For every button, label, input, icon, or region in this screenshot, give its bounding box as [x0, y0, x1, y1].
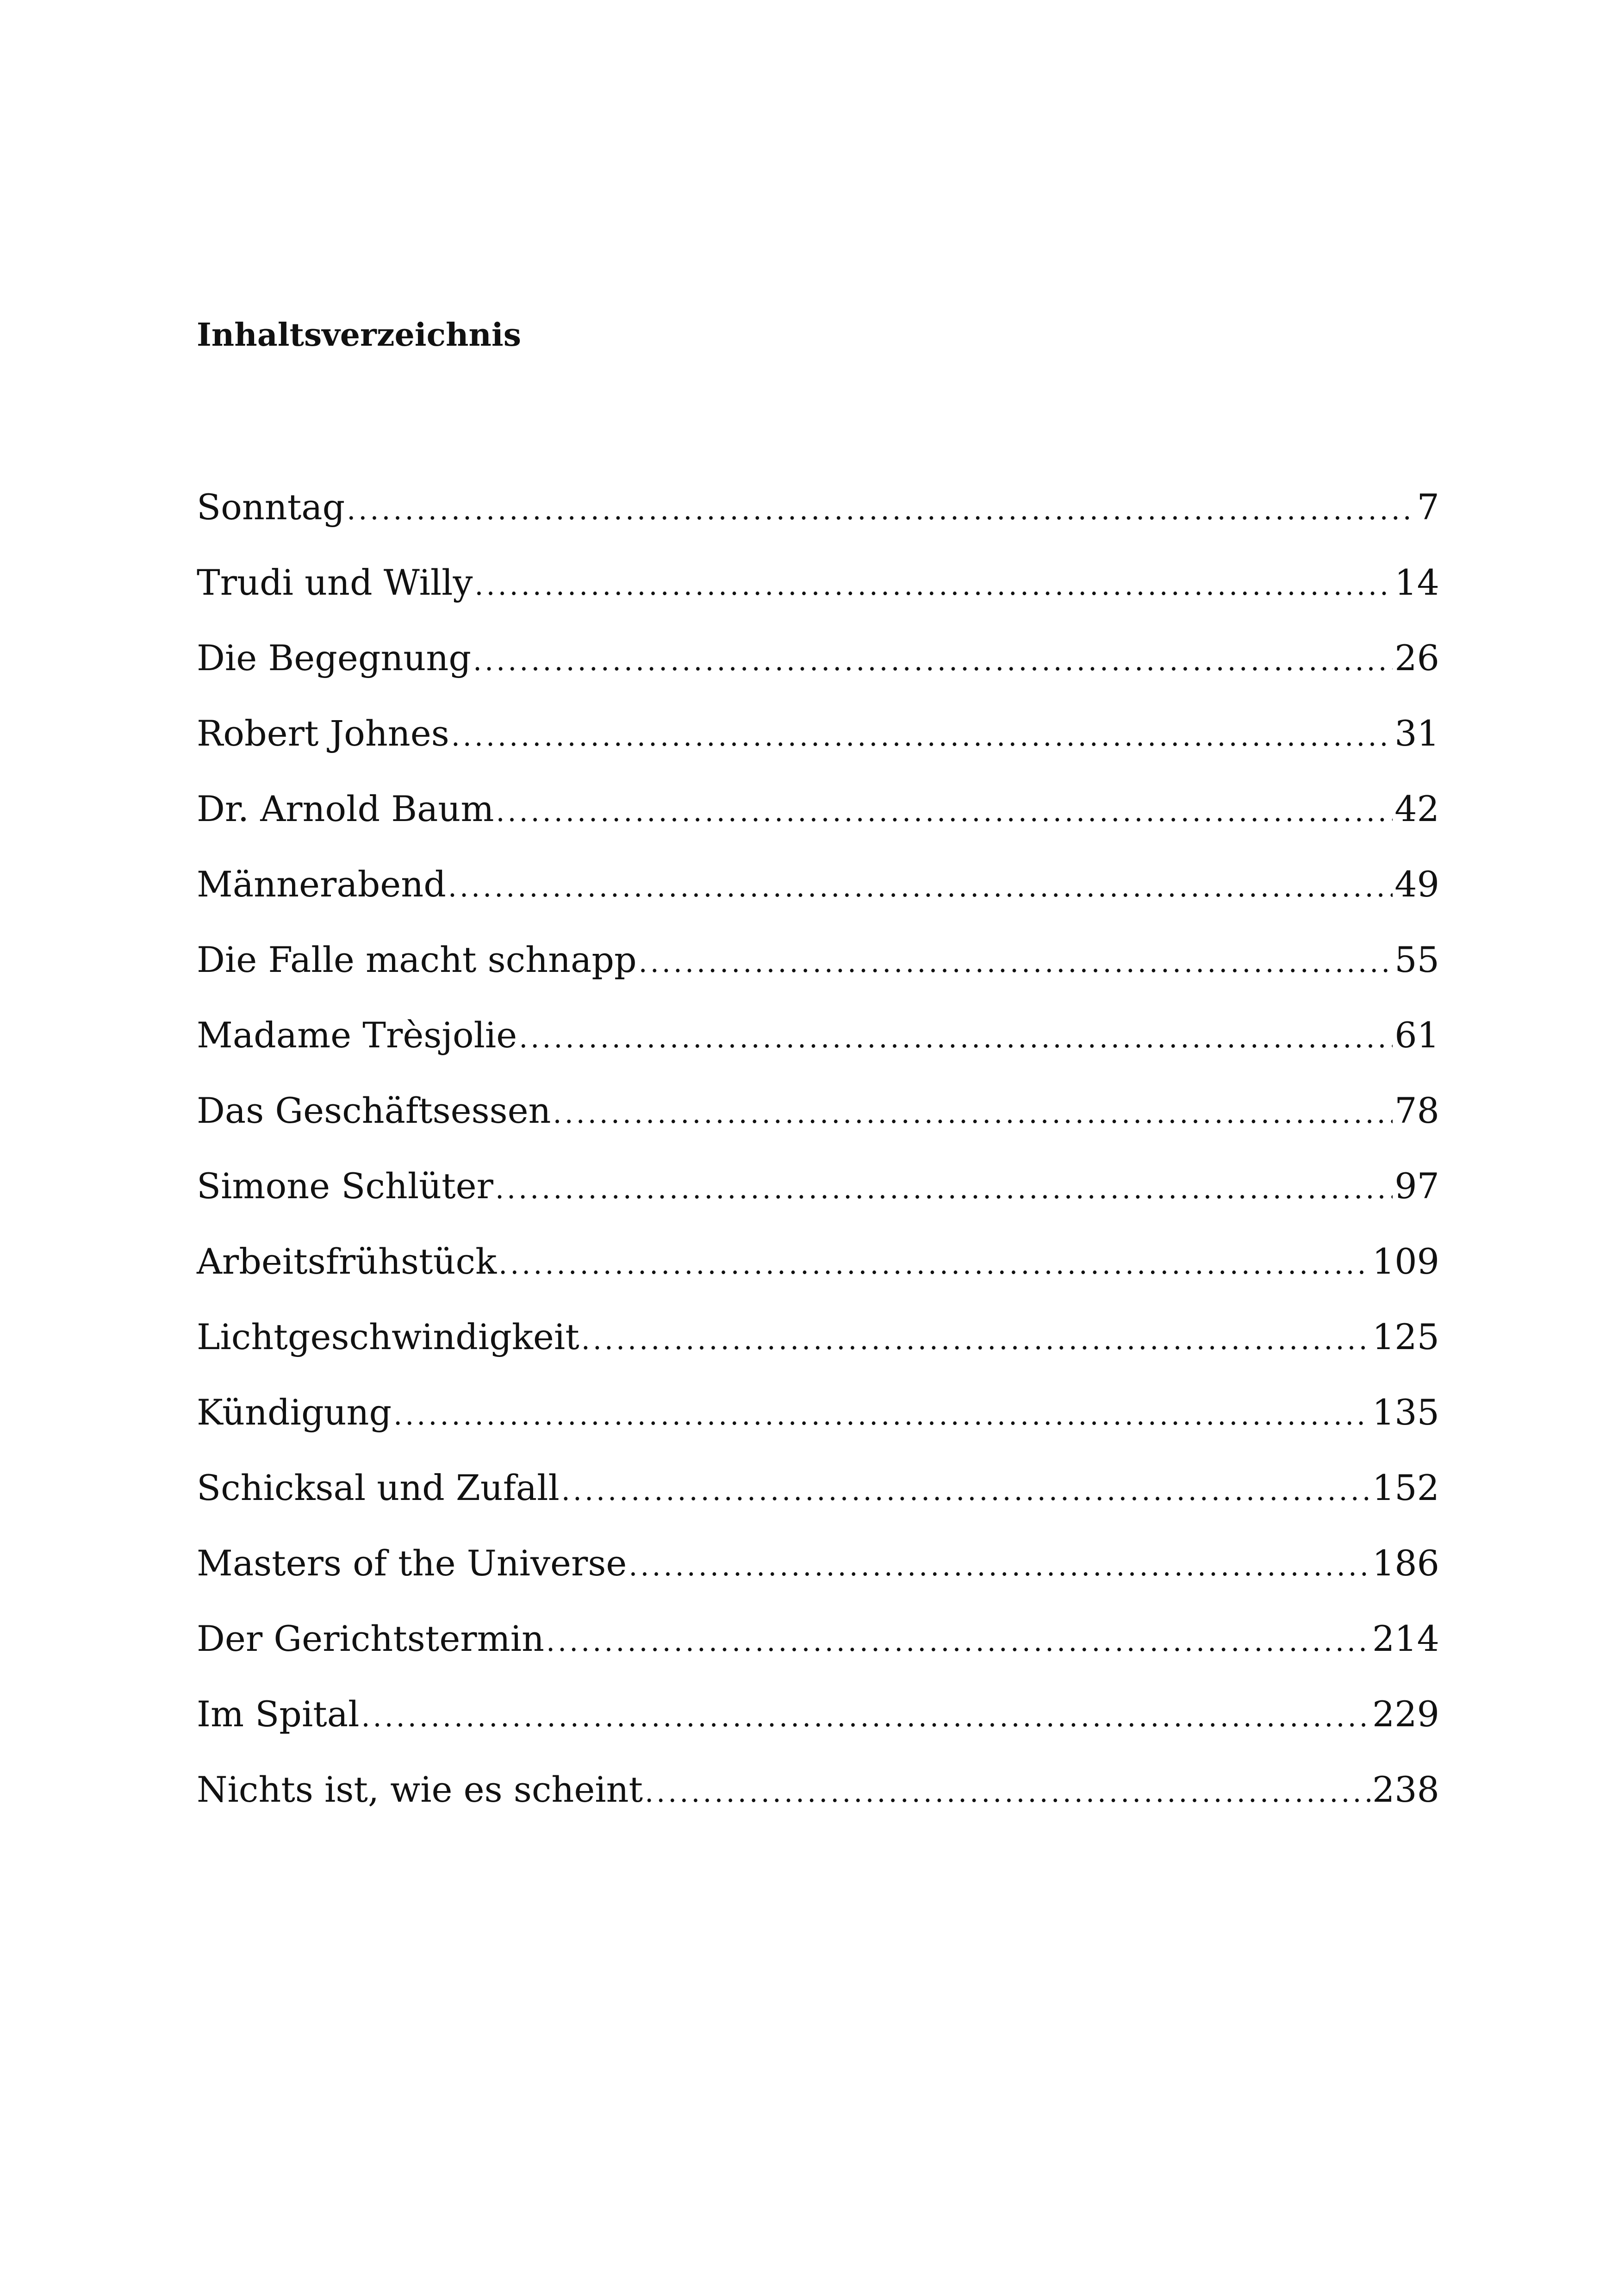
toc-leader-dots — [473, 647, 1393, 675]
toc-leader-dots — [498, 1251, 1370, 1278]
toc-entry-label: Die Falle macht schnapp — [197, 939, 637, 980]
toc-entry-label: Sonntag — [197, 486, 345, 528]
toc-entry-label: Die Begegnung — [197, 637, 471, 678]
toc-entry-page: 214 — [1372, 1618, 1439, 1659]
toc-entry-label: Im Spital — [197, 1693, 360, 1735]
toc-entry-page: 135 — [1372, 1392, 1439, 1433]
toc-leader-dots — [496, 798, 1393, 826]
toc-entry-page: 125 — [1372, 1316, 1439, 1357]
toc-entry-label: Trudi und Willy — [197, 562, 473, 603]
toc-entry-label: Der Gerichtstermin — [197, 1618, 544, 1659]
toc-entry-label: Nichts ist, wie es scheint — [197, 1769, 643, 1810]
toc-entry — [197, 788, 1439, 867]
toc-entry-page: 152 — [1372, 1467, 1439, 1508]
toc-leader-dots — [347, 496, 1415, 524]
toc-entry — [197, 562, 1439, 641]
toc-entry-page: 229 — [1372, 1693, 1439, 1735]
toc-entry — [197, 939, 1439, 1018]
toc-leader-dots — [546, 1628, 1370, 1655]
toc-entry-page: 186 — [1372, 1543, 1439, 1584]
toc-title: Inhaltsverzeichnis — [197, 317, 521, 354]
toc-entry-page: 78 — [1394, 1090, 1439, 1131]
toc-entry-label: Masters of the Universe — [197, 1543, 627, 1584]
toc-entry — [197, 1090, 1439, 1169]
toc-leader-dots — [519, 1024, 1393, 1052]
toc-entry — [197, 1392, 1439, 1470]
toc-entry-label: Das Geschäftsessen — [197, 1090, 551, 1131]
toc-entry — [197, 1769, 1439, 1848]
toc-entry — [197, 1241, 1439, 1319]
toc-entry — [197, 1543, 1439, 1621]
toc-leader-dots — [561, 1477, 1370, 1505]
toc-entry-page: 61 — [1394, 1014, 1439, 1056]
toc-entry-page: 49 — [1394, 864, 1439, 905]
toc-entry — [197, 486, 1439, 565]
toc-entry-page: 55 — [1394, 939, 1439, 980]
toc-leader-dots — [645, 1779, 1370, 1806]
toc-leader-dots — [448, 873, 1393, 901]
toc-entry-page: 26 — [1394, 637, 1439, 678]
toc-leader-dots — [553, 1100, 1393, 1127]
toc-leader-dots — [495, 1175, 1393, 1203]
toc-leader-dots — [361, 1703, 1370, 1731]
toc-entry-label: Madame Trèsjolie — [197, 1014, 517, 1056]
toc-entry — [197, 1693, 1439, 1772]
toc-entry-page: 7 — [1417, 486, 1439, 528]
toc-entry-page: 109 — [1372, 1241, 1439, 1282]
toc-entry-label: Dr. Arnold Baum — [197, 788, 494, 829]
toc-entry-label: Arbeitsfrühstück — [197, 1241, 497, 1282]
toc-entry-label: Lichtgeschwindigkeit — [197, 1316, 579, 1357]
toc-entry — [197, 864, 1439, 942]
toc-entry — [197, 713, 1439, 791]
toc-entry-label: Kündigung — [197, 1392, 392, 1433]
toc-entry — [197, 1014, 1439, 1093]
toc-entry-page: 97 — [1394, 1165, 1439, 1207]
toc-entry-label: Männerabend — [197, 864, 446, 905]
toc-entry — [197, 1467, 1439, 1546]
toc-leader-dots — [393, 1401, 1370, 1429]
toc-entry-page: 238 — [1372, 1769, 1439, 1810]
toc-entry-page: 42 — [1394, 788, 1439, 829]
toc-leader-dots — [629, 1552, 1370, 1580]
toc-list — [197, 486, 1439, 1848]
toc-leader-dots — [451, 722, 1393, 750]
toc-leader-dots — [639, 949, 1393, 977]
toc-entry-page: 31 — [1394, 713, 1439, 754]
toc-entry — [197, 637, 1439, 716]
toc-leader-dots — [581, 1326, 1370, 1354]
toc-leader-dots — [474, 572, 1393, 599]
toc-entry-label: Schicksal und Zufall — [197, 1467, 560, 1508]
toc-entry-label: Simone Schlüter — [197, 1165, 493, 1207]
toc-entry — [197, 1165, 1439, 1244]
toc-entry-page: 14 — [1394, 562, 1439, 603]
toc-entry — [197, 1618, 1439, 1697]
toc-entry-label: Robert Johnes — [197, 713, 449, 754]
toc-entry — [197, 1316, 1439, 1395]
